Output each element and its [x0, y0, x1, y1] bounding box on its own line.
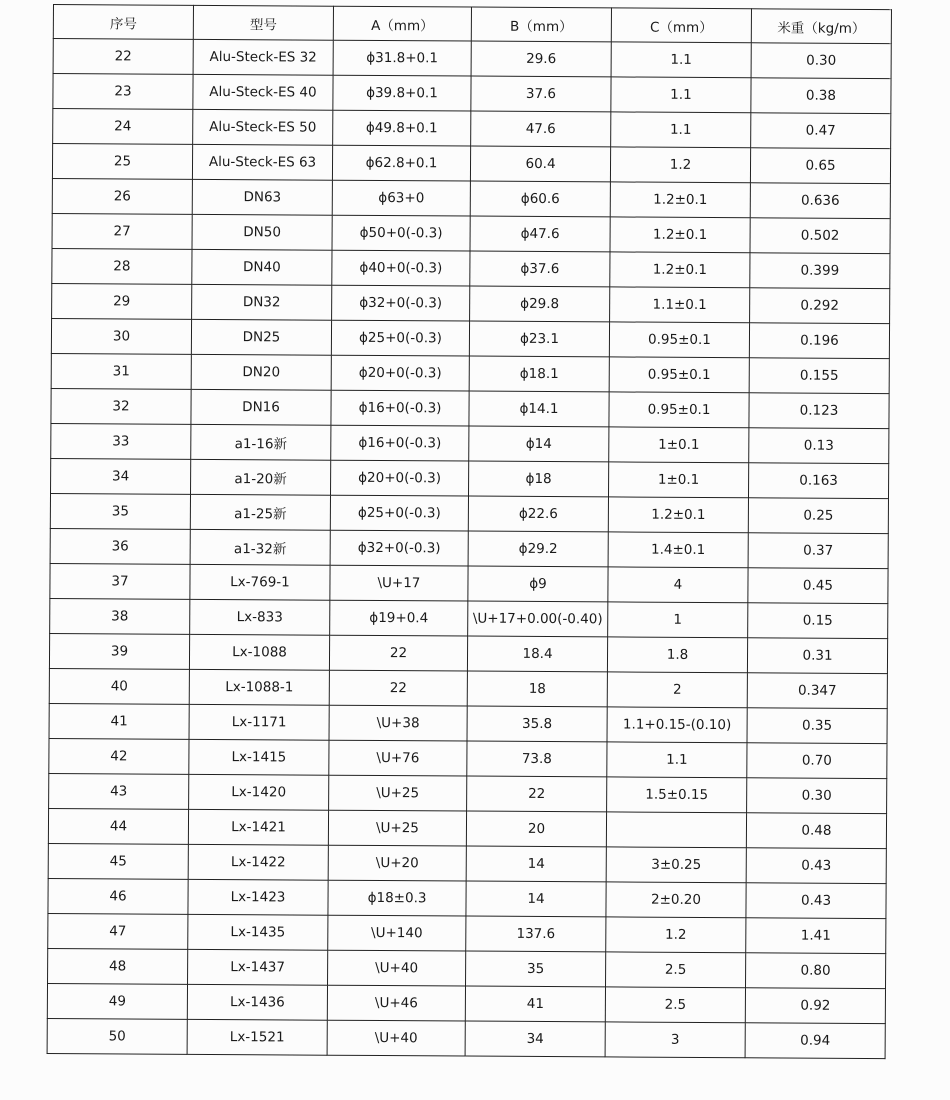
cell-c: 1±0.1 [608, 462, 748, 498]
cell-model: Alu-Steck-ES 50 [193, 109, 333, 145]
cell-a: \U+17 [330, 565, 468, 601]
cell-a: ϕ25+0(-0.3) [330, 495, 468, 531]
cell-c: 2.5 [605, 987, 745, 1023]
cell-index: 39 [49, 633, 189, 669]
cell-c: 2 [607, 672, 747, 708]
cell-a: 22 [329, 635, 467, 671]
cell-b: ϕ29.8 [470, 286, 610, 322]
header-b: B（mm） [471, 7, 611, 42]
cell-c: 1.1 [611, 42, 751, 78]
cell-index: 41 [49, 703, 189, 739]
cell-model: Lx-1088-1 [189, 669, 329, 705]
table-row [48, 808, 886, 848]
cell-a: ϕ32+0(-0.3) [332, 285, 470, 321]
cell-b: ϕ37.6 [470, 251, 610, 287]
cell-c: 0.95±0.1 [609, 322, 749, 358]
cell-model: DN20 [191, 354, 331, 390]
cell-b: 41 [465, 986, 605, 1022]
cell-index: 28 [52, 248, 192, 284]
cell-weight: 0.292 [750, 288, 890, 324]
cell-index: 48 [48, 948, 188, 984]
cell-weight: 0.70 [747, 743, 887, 779]
cell-c: 1.1±0.1 [610, 287, 750, 323]
cell-b: 29.6 [471, 41, 611, 77]
table-row [52, 178, 890, 218]
table-row [49, 738, 887, 778]
cell-a: ϕ62.8+0.1 [332, 145, 470, 181]
cell-index: 36 [50, 528, 190, 564]
cell-c: 1.1+0.15-(0.10) [607, 707, 747, 743]
cell-model: DN63 [192, 179, 332, 215]
cell-a: ϕ25+0(-0.3) [331, 320, 469, 356]
table-row [51, 353, 889, 393]
cell-model: Lx-1422 [188, 844, 328, 880]
cell-model: a1-16新 [191, 424, 331, 460]
cell-c: 1.1 [611, 112, 751, 148]
cell-c: 1.4±0.1 [608, 532, 748, 568]
table-row [50, 528, 888, 568]
cell-b: 22 [467, 776, 607, 812]
cell-a: \U+38 [329, 705, 467, 741]
spec-table [47, 4, 892, 1059]
table-row [51, 388, 889, 428]
cell-b: \U+17+0.00(-0.40) [468, 601, 608, 637]
cell-c: 1.5±0.15 [607, 777, 747, 813]
cell-index: 31 [51, 353, 191, 389]
cell-weight: 0.35 [747, 708, 887, 744]
cell-c: 2±0.20 [606, 882, 746, 918]
cell-model: a1-20新 [191, 459, 331, 495]
table-row [49, 633, 887, 673]
cell-b: 137.6 [466, 916, 606, 952]
cell-index: 38 [50, 598, 190, 634]
cell-index: 26 [52, 178, 192, 214]
cell-b: 37.6 [471, 76, 611, 112]
cell-b: 35 [466, 951, 606, 987]
cell-weight: 0.38 [751, 78, 891, 114]
table-row [51, 458, 889, 498]
cell-b: ϕ9 [468, 566, 608, 602]
cell-model: a1-25新 [190, 494, 330, 530]
cell-a: ϕ16+0(-0.3) [331, 390, 469, 426]
cell-model: DN16 [191, 389, 331, 425]
cell-b: ϕ60.6 [470, 181, 610, 217]
table-row [48, 948, 886, 988]
header-index: 序号 [53, 5, 193, 40]
cell-b: 20 [466, 811, 606, 847]
cell-index: 30 [51, 318, 191, 354]
cell-model: Lx-833 [190, 599, 330, 635]
table-row [52, 283, 890, 323]
header-row [53, 5, 891, 44]
cell-c [606, 812, 746, 848]
cell-model: Lx-1437 [188, 949, 328, 985]
table-body [47, 39, 891, 1059]
cell-weight: 0.48 [746, 813, 886, 849]
cell-index: 50 [47, 1018, 187, 1054]
cell-c: 1±0.1 [609, 427, 749, 463]
cell-model: Alu-Steck-ES 40 [193, 74, 333, 110]
cell-a: \U+76 [329, 740, 467, 776]
table-row [50, 563, 888, 603]
cell-index: 27 [52, 213, 192, 249]
cell-c: 1.2 [610, 147, 750, 183]
cell-c: 1.8 [607, 637, 747, 673]
cell-b: 60.4 [470, 146, 610, 182]
cell-c: 3±0.25 [606, 847, 746, 883]
cell-index: 45 [48, 843, 188, 879]
header-weight: 米重（kg/m） [751, 9, 891, 44]
cell-index: 42 [49, 738, 189, 774]
cell-b: ϕ47.6 [470, 216, 610, 252]
cell-b: ϕ29.2 [468, 531, 608, 567]
cell-a: \U+20 [328, 845, 466, 881]
table-row [50, 493, 888, 533]
table-row [53, 39, 891, 79]
cell-c: 1 [608, 602, 748, 638]
cell-model: DN25 [191, 319, 331, 355]
cell-model: Lx-1436 [187, 984, 327, 1020]
cell-b: ϕ14.1 [469, 391, 609, 427]
table-row [52, 144, 890, 184]
cell-model: Lx-769-1 [190, 564, 330, 600]
cell-weight: 0.65 [750, 148, 890, 184]
cell-index: 29 [52, 283, 192, 319]
table-row [48, 878, 886, 918]
cell-weight: 0.155 [749, 358, 889, 394]
cell-model: Lx-1423 [188, 879, 328, 915]
cell-weight: 0.45 [748, 568, 888, 604]
cell-weight: 0.347 [747, 673, 887, 709]
cell-a: ϕ31.8+0.1 [333, 40, 471, 76]
cell-weight: 0.43 [746, 883, 886, 919]
cell-weight: 0.636 [750, 183, 890, 219]
cell-weight: 0.31 [747, 638, 887, 674]
table-row [49, 773, 887, 813]
cell-model: Alu-Steck-ES 63 [192, 144, 332, 180]
cell-index: 49 [47, 983, 187, 1019]
cell-index: 33 [51, 423, 191, 459]
cell-a: \U+25 [328, 810, 466, 846]
cell-model: Lx-1521 [187, 1019, 327, 1055]
cell-model: DN40 [192, 249, 332, 285]
cell-model: Lx-1088 [189, 634, 329, 670]
cell-model: a1-32新 [190, 529, 330, 565]
cell-b: 34 [465, 1021, 605, 1057]
table-row [48, 913, 886, 953]
cell-c: 1.2 [606, 917, 746, 953]
cell-weight: 0.94 [745, 1023, 885, 1059]
table-row [53, 109, 891, 149]
cell-index: 46 [48, 878, 188, 914]
header-model: 型号 [193, 5, 333, 40]
cell-c: 0.95±0.1 [609, 357, 749, 393]
cell-model: Lx-1171 [189, 704, 329, 740]
cell-model: Lx-1421 [188, 809, 328, 845]
cell-a: \U+40 [327, 1020, 465, 1056]
cell-model: Lx-1435 [188, 914, 328, 950]
cell-index: 37 [50, 563, 190, 599]
cell-c: 3 [605, 1022, 745, 1058]
cell-b: 73.8 [467, 741, 607, 777]
cell-a: ϕ20+0(-0.3) [331, 355, 469, 391]
table-row [48, 843, 886, 883]
table-row [53, 74, 891, 114]
cell-weight: 0.30 [747, 778, 887, 814]
cell-model: Alu-Steck-ES 32 [193, 39, 333, 75]
cell-c: 0.95±0.1 [609, 392, 749, 428]
cell-model: Lx-1420 [189, 774, 329, 810]
cell-a: ϕ19+0.4 [330, 600, 468, 636]
cell-model: DN50 [192, 214, 332, 250]
cell-a: 22 [329, 670, 467, 706]
cell-index: 40 [49, 668, 189, 704]
cell-c: 1.2±0.1 [608, 497, 748, 533]
cell-a: \U+40 [328, 950, 466, 986]
cell-model: Lx-1415 [189, 739, 329, 775]
table-row [51, 318, 889, 358]
cell-b: ϕ23.1 [469, 321, 609, 357]
cell-weight: 0.30 [751, 43, 891, 79]
cell-weight: 0.25 [748, 498, 888, 534]
cell-index: 32 [51, 388, 191, 424]
cell-a: ϕ20+0(-0.3) [331, 460, 469, 496]
cell-c: 1.1 [611, 77, 751, 113]
table-row [49, 703, 887, 743]
cell-b: ϕ22.6 [468, 496, 608, 532]
cell-index: 24 [53, 109, 193, 145]
cell-a: ϕ32+0(-0.3) [330, 530, 468, 566]
cell-b: 35.8 [467, 706, 607, 742]
table-row [52, 213, 890, 253]
cell-weight: 0.196 [749, 323, 889, 359]
cell-index: 47 [48, 913, 188, 949]
cell-weight: 0.13 [749, 428, 889, 464]
table-row [50, 598, 888, 638]
table-row [47, 1018, 885, 1058]
cell-a: \U+46 [327, 985, 465, 1021]
cell-b: ϕ14 [469, 426, 609, 462]
cell-b: 47.6 [471, 111, 611, 147]
cell-index: 23 [53, 74, 193, 110]
cell-a: \U+25 [329, 775, 467, 811]
cell-weight: 0.92 [745, 988, 885, 1024]
cell-b: ϕ18 [469, 461, 609, 497]
cell-b: 18 [467, 671, 607, 707]
cell-a: \U+140 [328, 915, 466, 951]
cell-b: 18.4 [467, 636, 607, 672]
table-row [47, 983, 885, 1023]
cell-a: ϕ49.8+0.1 [333, 110, 471, 146]
cell-c: 1.2±0.1 [610, 217, 750, 253]
cell-c: 1.1 [607, 742, 747, 778]
cell-a: ϕ40+0(-0.3) [332, 250, 470, 286]
cell-index: 43 [49, 773, 189, 809]
table-row [51, 423, 889, 463]
cell-c: 4 [608, 567, 748, 603]
cell-a: ϕ63+0 [332, 180, 470, 216]
cell-weight: 0.47 [751, 113, 891, 149]
cell-weight: 0.163 [748, 463, 888, 499]
cell-index: 22 [53, 39, 193, 75]
cell-b: 14 [466, 881, 606, 917]
cell-weight: 1.41 [746, 918, 886, 954]
cell-a: ϕ16+0(-0.3) [331, 425, 469, 461]
cell-index: 25 [52, 144, 192, 180]
cell-a: ϕ39.8+0.1 [333, 75, 471, 111]
cell-index: 44 [48, 808, 188, 844]
cell-weight: 0.123 [749, 393, 889, 429]
cell-a: ϕ18±0.3 [328, 880, 466, 916]
cell-b: ϕ18.1 [469, 356, 609, 392]
cell-b: 14 [466, 846, 606, 882]
header-c: C（mm） [611, 8, 751, 43]
cell-index: 34 [51, 458, 191, 494]
cell-weight: 0.15 [748, 603, 888, 639]
cell-c: 1.2±0.1 [610, 252, 750, 288]
cell-c: 1.2±0.1 [610, 182, 750, 218]
cell-weight: 0.399 [750, 253, 890, 289]
cell-index: 35 [50, 493, 190, 529]
table-row [49, 668, 887, 708]
cell-c: 2.5 [606, 952, 746, 988]
cell-weight: 0.37 [748, 533, 888, 569]
table-row [52, 248, 890, 288]
cell-a: ϕ50+0(-0.3) [332, 215, 470, 251]
cell-weight: 0.80 [746, 953, 886, 989]
cell-weight: 0.43 [746, 848, 886, 884]
cell-model: DN32 [192, 284, 332, 320]
cell-weight: 0.502 [750, 218, 890, 254]
header-a: A（mm） [333, 6, 471, 41]
